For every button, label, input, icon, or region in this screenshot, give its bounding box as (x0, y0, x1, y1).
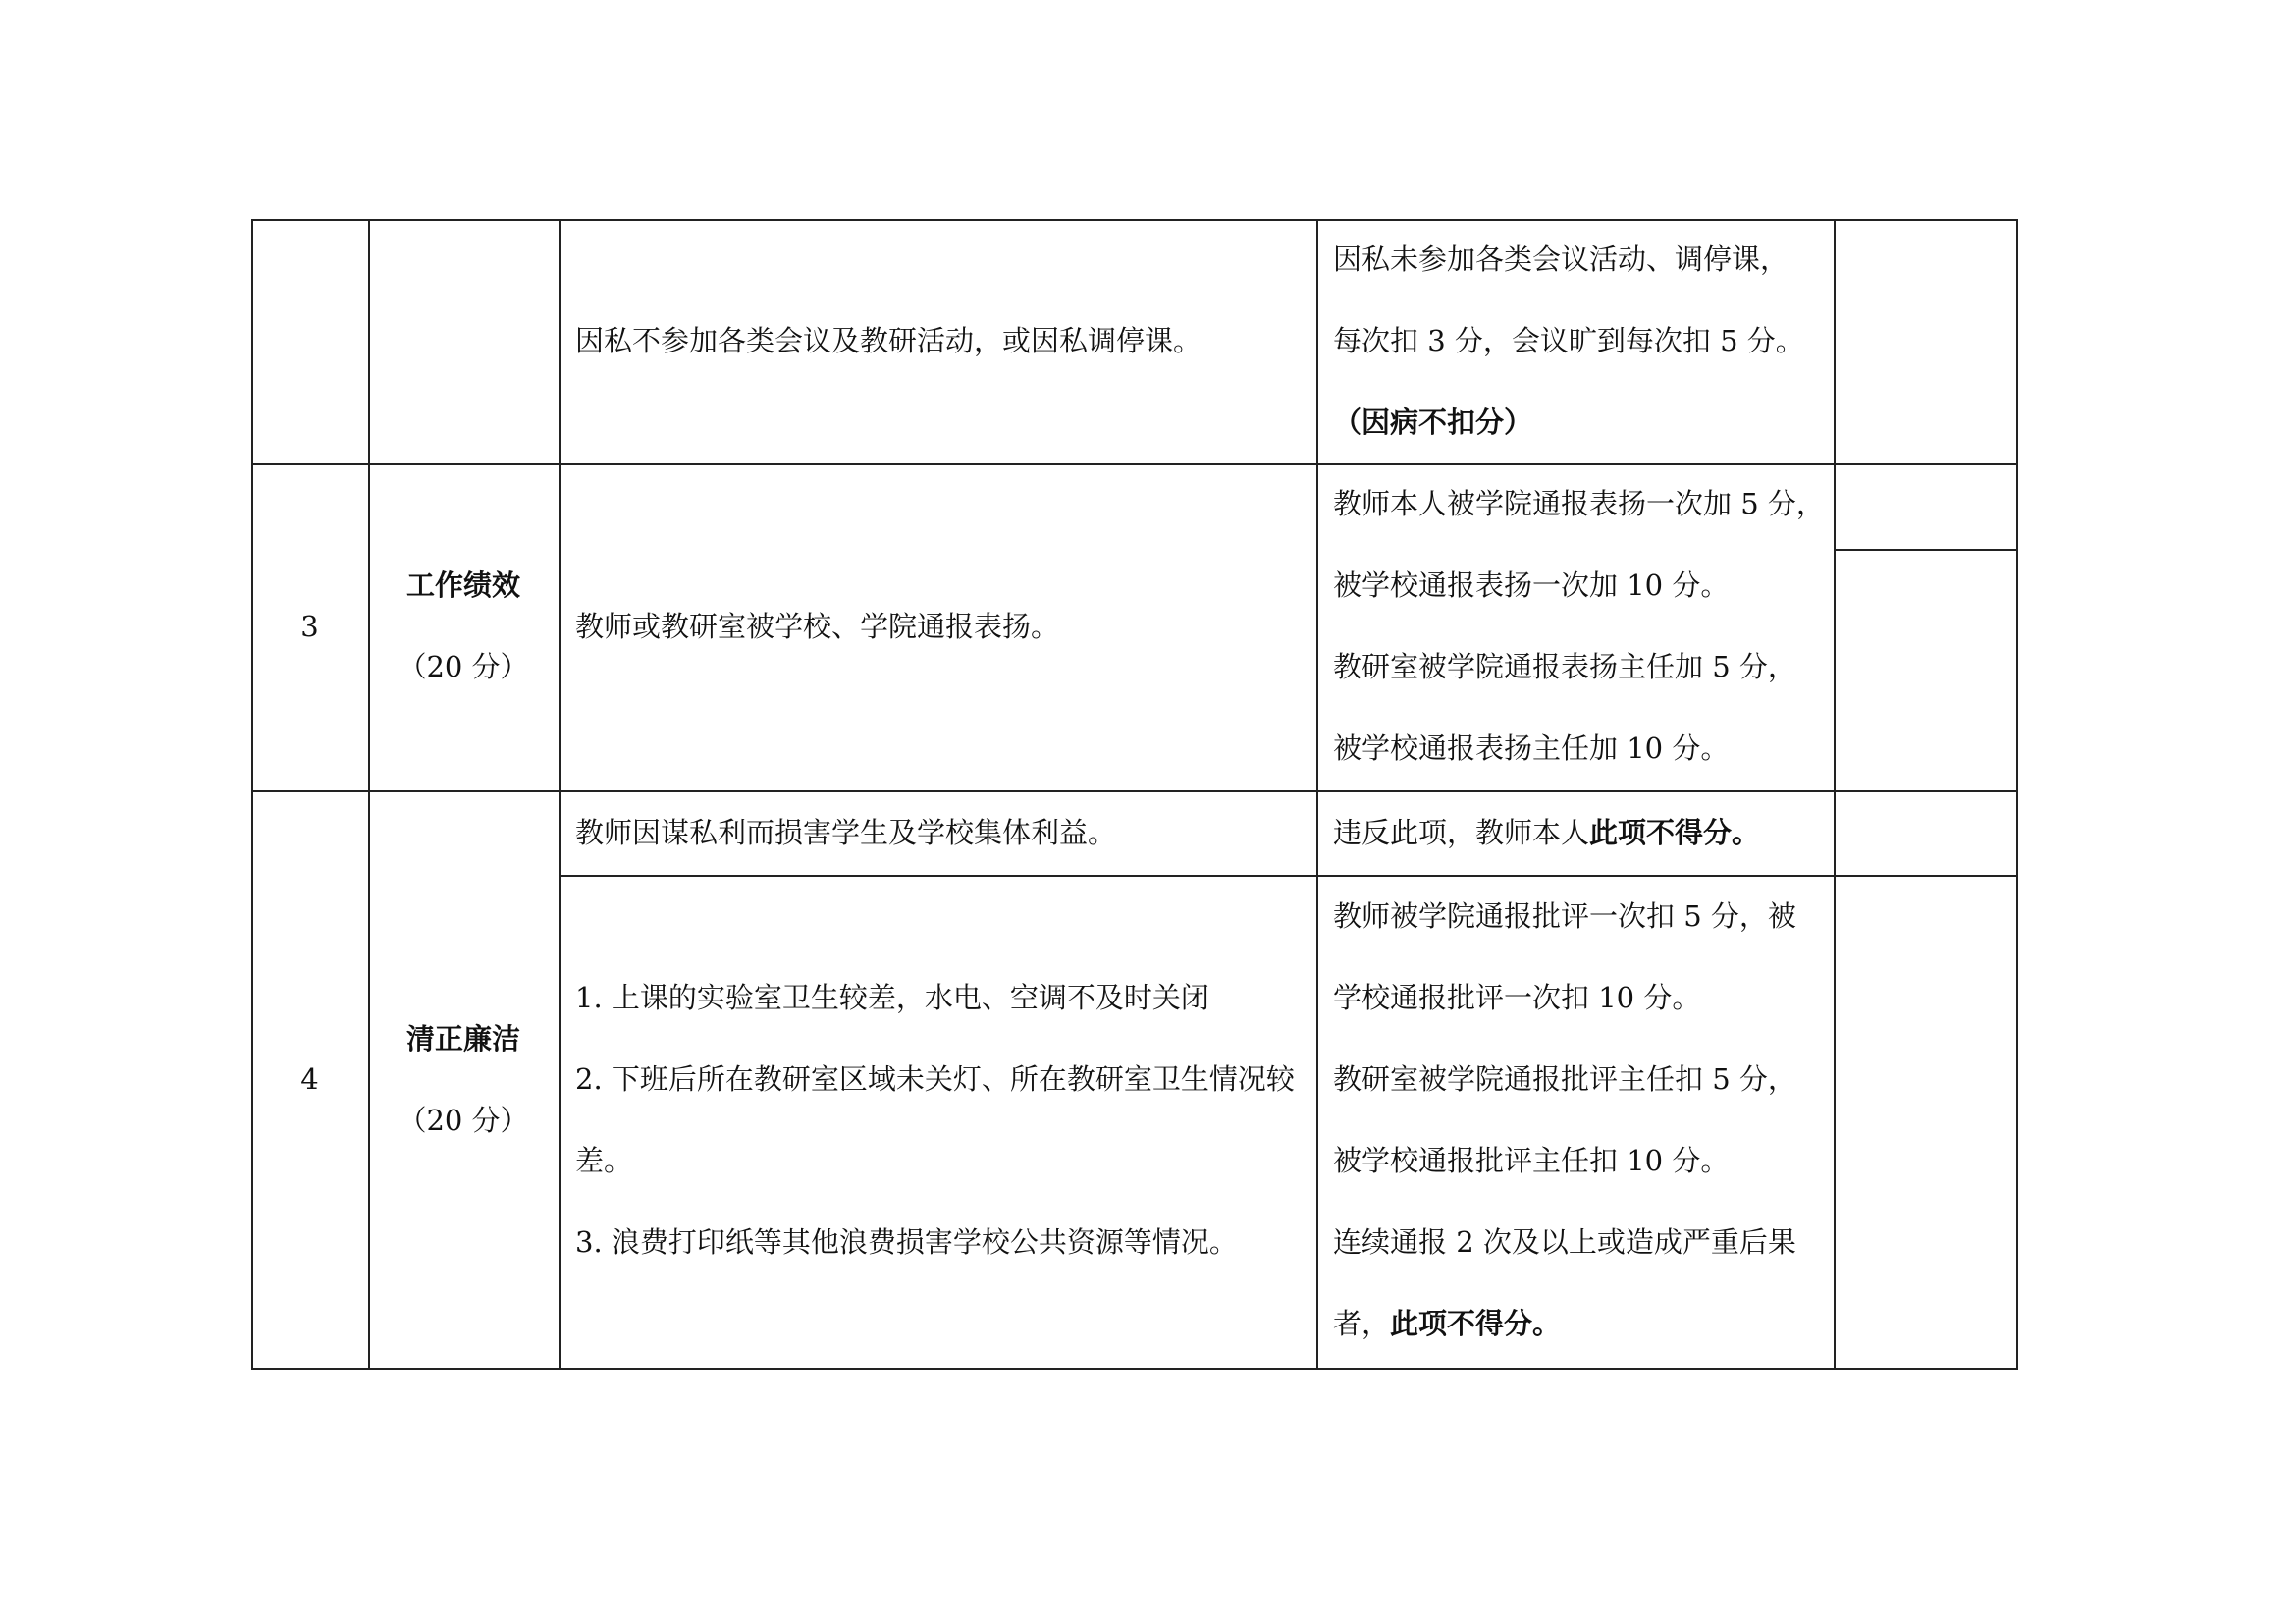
scoring-text: 被学校通报表扬主任加 10 分。 (1333, 731, 1730, 765)
criteria-text: 教师或教研室被学校、学院通报表扬。 (575, 610, 1060, 643)
scoring-text: 连续通报 2 次及以上或造成严重后果 (1333, 1225, 1796, 1259)
column-divider (1316, 219, 1318, 1370)
scoring-text: 教师被学院通报批评一次扣 5 分，被 (1333, 899, 1796, 933)
criteria-text: 教师因谋私利而损害学生及学校集体利益。 (575, 816, 1117, 849)
scoring-text: 被学校通报批评主任扣 10 分。 (1333, 1144, 1730, 1177)
category-title: 工作绩效 (405, 568, 520, 602)
scoring-text: 教研室被学院通报批评主任扣 5 分， (1333, 1062, 1796, 1096)
criteria-text: 因私不参加各类会议及教研活动，或因私调停课。 (575, 324, 1202, 357)
scoring-text (1333, 1283, 1561, 1365)
row-divider-partial (559, 875, 2018, 877)
criteria-item: 3. 浪费打印纸等其他浪费损害学校公共资源等情况。 (575, 1225, 1238, 1259)
scoring-text: 学校通报批评一次扣 10 分。 (1333, 981, 1701, 1014)
criteria-item: 1. 上课的实验室卫生较差，水电、空调不及时关闭 (575, 981, 1209, 1014)
table-border-bottom (251, 1368, 2018, 1370)
item-number: 4 (300, 1062, 319, 1096)
scoring-text-bold: 此项不得分。 (1390, 1307, 1562, 1340)
scoring-text-bold: 此项不得分。 (1589, 816, 1761, 849)
category-title: 清正廉洁 (405, 1022, 520, 1056)
evaluation-table (251, 219, 2018, 1370)
scoring-text-prefix: 者， (1333, 1307, 1391, 1340)
scoring-text: 被学校通报表扬一次加 10 分。 (1333, 568, 1730, 602)
row-divider-last-col (1834, 549, 2018, 551)
table-border-left (251, 219, 253, 1370)
column-divider (559, 219, 561, 1370)
criteria-item: 2. 下班后所在教研室区域未关灯、所在教研室卫生情况较 (575, 1062, 1295, 1096)
column-divider (1834, 219, 1836, 1370)
column-divider (368, 219, 370, 1370)
category-points: （20 分） (398, 650, 529, 683)
scoring-text (1333, 792, 1760, 874)
table-border-right (2016, 219, 2018, 1370)
scoring-text: 每次扣 3 分，会议旷到每次扣 5 分。 (1333, 324, 1804, 357)
item-number: 3 (300, 610, 319, 643)
scoring-text-prefix: 违反此项，教师本人 (1333, 816, 1590, 849)
scoring-text: 教师本人被学院通报表扬一次加 5 分， (1333, 487, 1825, 520)
scoring-text: 因私未参加各类会议活动、调停课， (1333, 243, 1789, 276)
category-points: （20 分） (398, 1104, 529, 1137)
scoring-text: 教研室被学院通报表扬主任加 5 分， (1333, 650, 1796, 683)
scoring-note: （因病不扣分） (1333, 406, 1533, 439)
criteria-item: 差。 (575, 1144, 633, 1177)
